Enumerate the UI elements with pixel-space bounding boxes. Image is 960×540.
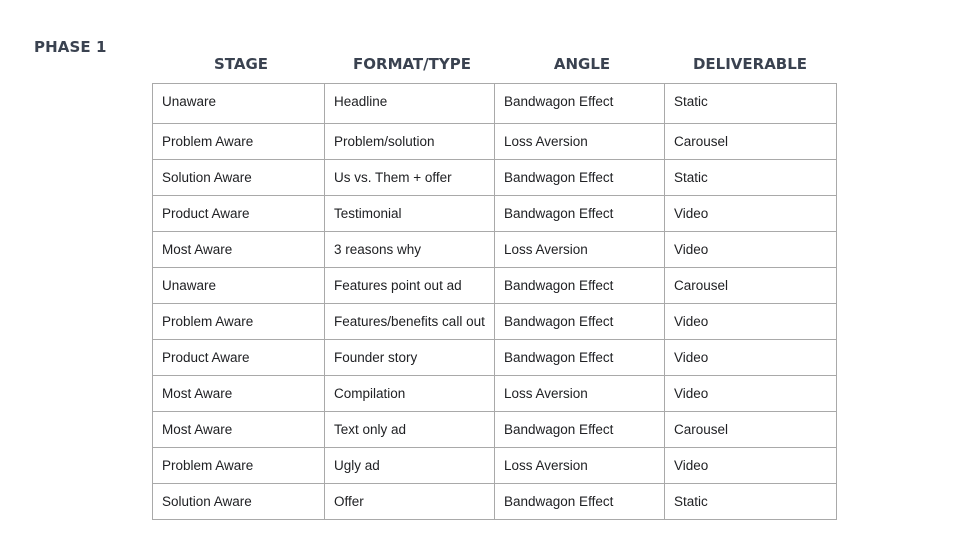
column-header-deliverable: DELIVERABLE [692,55,808,73]
angle-cell: Loss Aversion [495,376,665,412]
stage-cell: Most Aware [153,376,325,412]
angle-cell: Bandwagon Effect [495,160,665,196]
stage-cell: Most Aware [153,232,325,268]
angle-cell: Loss Aversion [495,124,665,160]
format-cell: Founder story [325,340,495,376]
deliverable-cell: Video [665,376,837,412]
column-header-stage: STAGE [213,55,269,73]
stage-cell: Problem Aware [153,304,325,340]
angle-cell: Bandwagon Effect [495,412,665,448]
table-row [153,484,837,520]
column-header-format-type: FORMAT/TYPE [353,55,471,73]
table-row [153,232,837,268]
stage-cell: Unaware [153,84,325,124]
deliverable-cell: Carousel [665,268,837,304]
deliverable-cell: Video [665,340,837,376]
angle-cell: Bandwagon Effect [495,268,665,304]
format-cell: Features/benefits call out [325,304,495,340]
stage-cell: Most Aware [153,412,325,448]
phase-table [152,83,837,520]
angle-cell: Bandwagon Effect [495,84,665,124]
table-row [153,160,837,196]
angle-cell: Bandwagon Effect [495,304,665,340]
stage-cell: Problem Aware [153,448,325,484]
stage-cell: Solution Aware [153,160,325,196]
stage-cell: Product Aware [153,340,325,376]
angle-cell: Loss Aversion [495,448,665,484]
format-cell: 3 reasons why [325,232,495,268]
angle-cell: Bandwagon Effect [495,196,665,232]
table-body [153,84,837,520]
format-cell: Text only ad [325,412,495,448]
column-headers [152,55,836,75]
format-cell: Features point out ad [325,268,495,304]
angle-cell: Bandwagon Effect [495,340,665,376]
deliverable-cell: Static [665,484,837,520]
stage-cell: Solution Aware [153,484,325,520]
table-row [153,340,837,376]
format-cell: Compilation [325,376,495,412]
stage-cell: Problem Aware [153,124,325,160]
angle-cell: Bandwagon Effect [495,484,665,520]
phase-label: PHASE 1 [34,38,107,56]
deliverable-cell: Static [665,160,837,196]
table-row [153,376,837,412]
table-row [153,268,837,304]
stage-cell: Unaware [153,268,325,304]
deliverable-cell: Video [665,196,837,232]
table-row [153,196,837,232]
format-cell: Testimonial [325,196,495,232]
format-cell: Problem/solution [325,124,495,160]
table-row [153,124,837,160]
format-cell: Us vs. Them + offer [325,160,495,196]
angle-cell: Loss Aversion [495,232,665,268]
table-row [153,84,837,124]
format-cell: Offer [325,484,495,520]
deliverable-cell: Static [665,84,837,124]
deliverable-cell: Video [665,448,837,484]
stage-cell: Product Aware [153,196,325,232]
table-row [153,304,837,340]
deliverable-cell: Carousel [665,124,837,160]
column-header-angle: ANGLE [553,55,611,73]
format-cell: Headline [325,84,495,124]
format-cell: Ugly ad [325,448,495,484]
deliverable-cell: Video [665,232,837,268]
deliverable-cell: Video [665,304,837,340]
deliverable-cell: Carousel [665,412,837,448]
table-row [153,448,837,484]
table-row [153,412,837,448]
